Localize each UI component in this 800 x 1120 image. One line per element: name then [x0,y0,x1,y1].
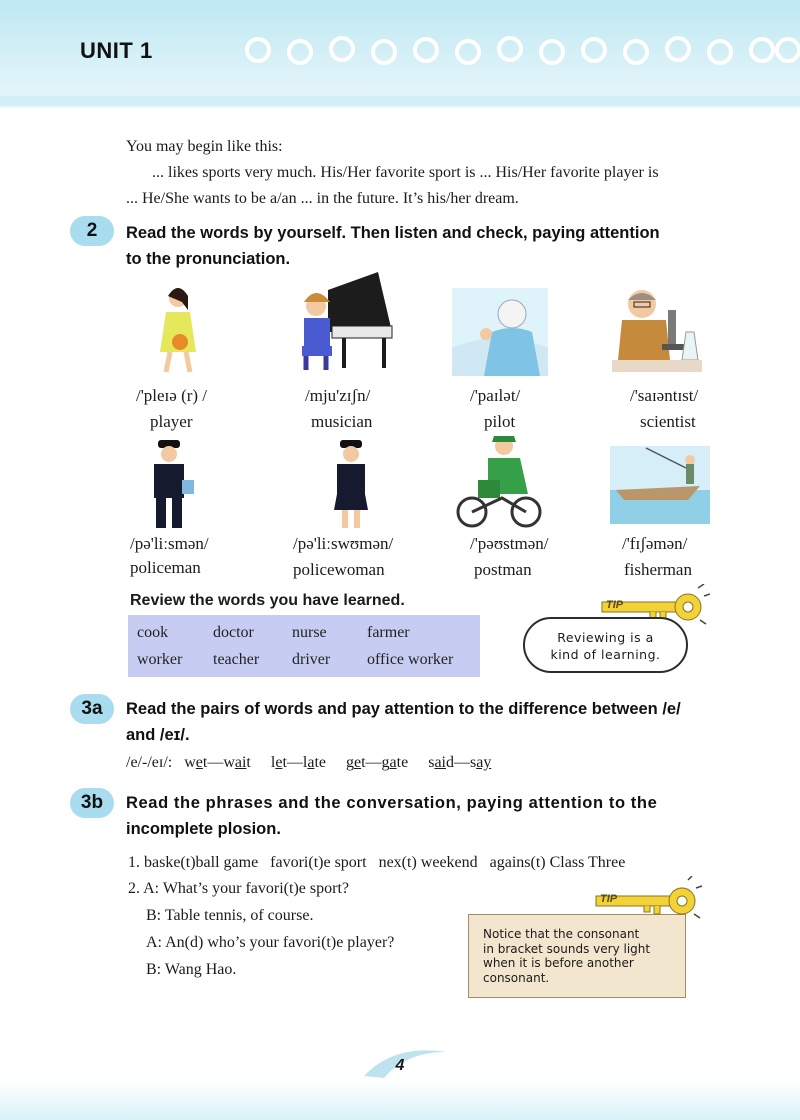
phonetic-postman: /'pəʊstmən/ [470,534,549,553]
conversation-line-1: 2. A: What’s your favori(t)e sport? [128,880,349,897]
task2-instruction-1: Read the words by yourself. Then listen and check, paying attention [126,224,660,242]
pairs-label: /e/-/eɪ/: [126,754,173,771]
pair-wet-wait: wet—wait [184,754,251,771]
policewoman-illustration [322,438,382,530]
tip-text-line: when it is before another [483,956,634,970]
postman-illustration [454,432,546,530]
task3b-instruction-1: Read the phrases and the conversation, paying attention to the [126,794,658,812]
tip-label: TIP [606,599,624,611]
word-policewoman: policewoman [293,560,385,579]
word-pilot: pilot [484,412,516,431]
review-word: worker [137,651,183,668]
pair-let-late: let—late [270,754,326,771]
task-number-3b: 3b [70,788,114,818]
task3a-instruction-2: and /eɪ/. [126,726,190,744]
task-number-2: 2 [70,216,114,246]
player-illustration [130,280,220,375]
tip-bubble-reviewing [523,617,688,673]
review-word: driver [292,651,331,668]
review-word: office worker [367,651,454,668]
phonetic-musician: /mju'zɪʃn/ [305,386,371,405]
pair-get-gate: get—gate [345,754,409,771]
phonetic-policeman: /pə'liːsmən/ [130,534,209,553]
tip-text-line: in bracket sounds very light [483,941,651,956]
unit-title: UNIT 1 [80,38,153,63]
task3a-instruction-1: Read the pairs of words and pay attention to the difference between /e/ [126,700,681,718]
tip-text-line: Reviewing is a [557,630,654,645]
page-footer [0,1080,800,1120]
word-fisherman: fisherman [624,560,692,579]
phonetic-player: /'pleɪə (r) / [136,386,208,405]
phonetic-pilot: /'paɪlət/ [470,386,521,405]
review-word: nurse [292,624,327,641]
pilot-illustration [452,288,548,376]
intro-lead: You may begin like this: [126,138,283,155]
page-number: 4 [395,1057,405,1074]
task-number-3a: 3a [70,694,114,724]
tip-text-line: kind of learning. [550,647,661,662]
tip-text-line: Notice that the consonant [483,927,640,941]
decorative-rings [240,30,800,74]
review-word: teacher [213,651,260,668]
scientist-illustration [612,280,702,375]
review-word: farmer [367,624,410,641]
task2-instruction-2: to the pronunciation. [126,250,291,268]
tip-note-plosion [468,914,686,998]
tip-text-line: consonant. [483,970,550,985]
musician-illustration [298,270,398,375]
word-player: player [150,412,193,431]
intro-line-1: ... likes sports very much. His/Her favorite sport is ... His/Her favorite player is [152,164,659,181]
phonetic-fisherman: /'fɪʃəmən/ [622,534,688,553]
word-postman: postman [474,560,532,579]
tip-label: TIP [600,893,618,905]
conversation-line-4: B: Wang Hao. [146,961,237,978]
phonetic-policewoman: /pə'liːswʊmən/ [293,534,394,553]
fisherman-illustration [610,446,710,524]
phonetic-scientist: /'saɪəntɪst/ [630,386,699,405]
review-word: cook [137,624,169,641]
review-word: doctor [213,624,254,641]
conversation-line-2: B: Table tennis, of course. [146,907,314,924]
intro-line-2: ... He/She wants to be a/an ... in the future. It’s his/her dream. [126,190,519,207]
word-musician: musician [311,412,373,431]
word-policeman: policeman [130,558,201,577]
header-divider [0,96,800,106]
phrase-list: 1. baske(t)ball game favori(t)e sport nex(t) weekend agains(t) Class Three [128,854,626,871]
task3b-instruction-2: incomplete plosion. [126,820,281,838]
pair-said-say: said—say [428,754,492,771]
policeman-illustration [140,438,200,530]
conversation-line-3: A: An(d) who’s your favori(t)e player? [146,934,395,951]
word-pairs [126,750,491,776]
word-scientist: scientist [640,412,696,431]
review-heading: Review the words you have learned. [130,592,405,609]
